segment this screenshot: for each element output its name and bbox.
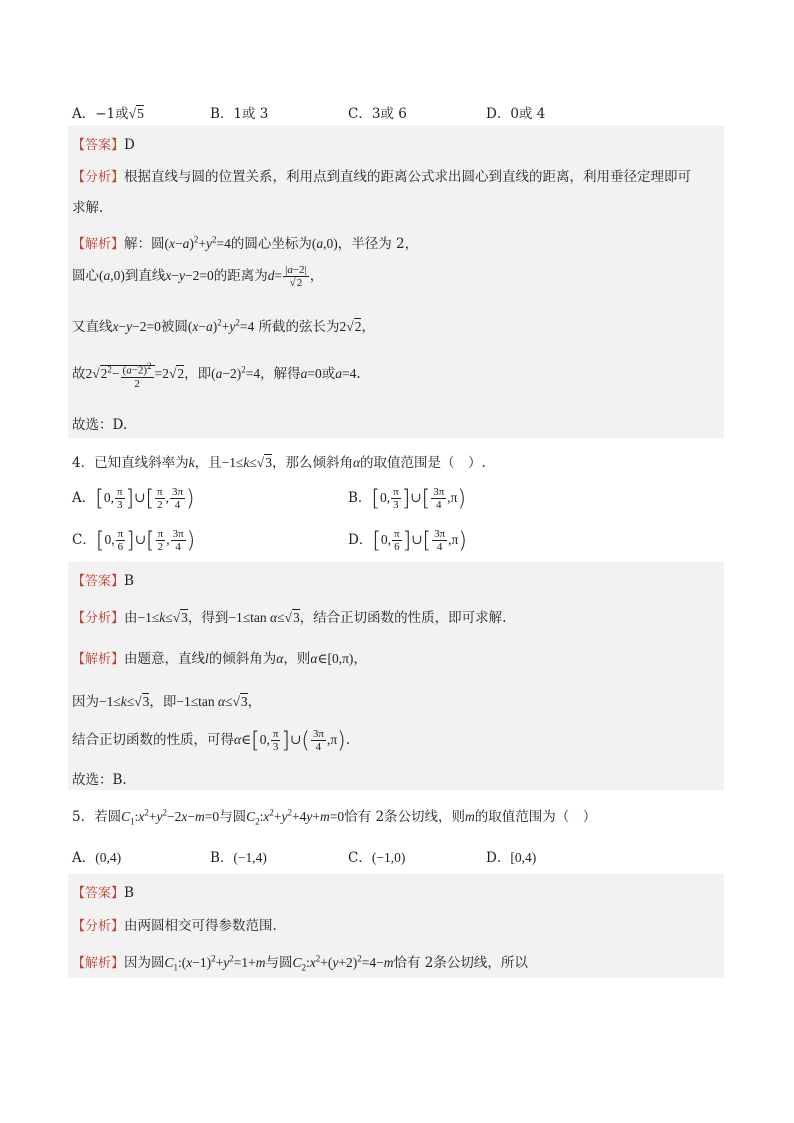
q3-solution-line3: 又直线x−y−2=0被圆$(x-a)^2+y^2=4$ 所截的弦长为2√2，: [72, 317, 375, 335]
q3-solution-line2: 圆心(a,0)到直线x−y−2=0的距离为d= $\frac{|a-2|}{√2}$ ，: [72, 264, 324, 289]
q3-conclusion: 故选：D.: [72, 417, 128, 433]
q3-analysis-cont: 求解.: [72, 200, 104, 216]
q3-analysis: 【分析】根据直线与圆的位置关系，利用点到直线的距离公式求出圆心到直线的距离，利用垂径定理即可: [72, 169, 692, 185]
q4-solution-line3: 结合正切函数的性质，可得α∈[0, $\frac{\pi}{3}$ ]∪( $\frac{3\pi}{4}$ ,π).: [72, 728, 351, 754]
q4-analysis: 【分析】由−1≤k≤√3，得到−1≤tan α≤√3，结合正切函数的性质，即可求解.: [72, 610, 507, 626]
q4-solution-line1: 【解析】由题意，直线l的倾斜角为α，则α∈[0,π)，: [72, 651, 367, 667]
q3-option-d: D．0或 4: [486, 106, 546, 122]
q4-conclusion: 故选：B.: [72, 772, 127, 788]
q5-option-a: A．(0,4): [72, 850, 122, 866]
q4-solution-line2: 因为−1≤k≤√3，即−1≤tan α≤√3，: [72, 694, 262, 710]
q4-option-b: B．[0, $\frac{\pi}{3}$ ]∪[ $\frac{3\pi}{4}$ ,π): [348, 486, 467, 512]
q4-stem: 4．已知直线斜率为k，且−1≤k≤√3，那么倾斜角α的取值范围是（ ）.: [72, 455, 486, 471]
q5-option-c: C．(−1,0): [348, 850, 406, 866]
q5-stem: 5．若圆$C_1:x^2+y^2-2x-m=0$与圆$C_2:x^2+y^2+4y+m=0$恰有 2条公切线，则m的取值范围为（ ）: [72, 807, 597, 827]
q3-option-a: A．−1或√5: [72, 106, 144, 122]
q3-answer: 【答案】D: [72, 137, 135, 153]
q4-answer-block: [68, 562, 724, 790]
q5-answer: 【答案】B: [72, 885, 134, 901]
q3-solution-line1: 【解析】解：圆$(x-a)^2+y^2=4$的圆心坐标为(a,0)，半径为 2，: [72, 234, 419, 252]
q4-option-c: C．[0, $\frac{\pi}{6}$ ]∪[ $\frac{\pi}{2}$ , $\frac{3\pi}{4}$ ): [72, 528, 196, 554]
q5-solution: 【解析】因为圆$C_1:(x-1)^2+y^2=1+m$与圆$C_2:x^2+(y+2)^2=4-m$恰有 2条公切线，所以: [72, 953, 528, 973]
q4-option-a: A．[0, $\frac{\pi}{3}$ ]∪[ $\frac{\pi}{2}$ , $\frac{3\pi}{4}$ ): [72, 486, 195, 512]
q5-option-b: B．(−1,4): [210, 850, 267, 866]
q3-solution-line4: 故$2√2^2-$ $\frac{(a-2)^2}{2}$ =2√2，即$(a-2)^2=4$，解得a=0或a=4.: [72, 361, 361, 390]
q4-answer: 【答案】B: [72, 573, 134, 589]
q5-analysis: 【分析】由两圆相交可得参数范围.: [72, 918, 277, 934]
q5-option-d: D．[0,4): [486, 850, 537, 866]
q3-option-c: C．3或 6: [348, 106, 407, 122]
q3-option-b: B．1或 3: [210, 106, 269, 122]
q4-option-d: D．[0, $\frac{\pi}{6}$ ]∪[ $\frac{3\pi}{4}$ ,π): [348, 528, 467, 554]
